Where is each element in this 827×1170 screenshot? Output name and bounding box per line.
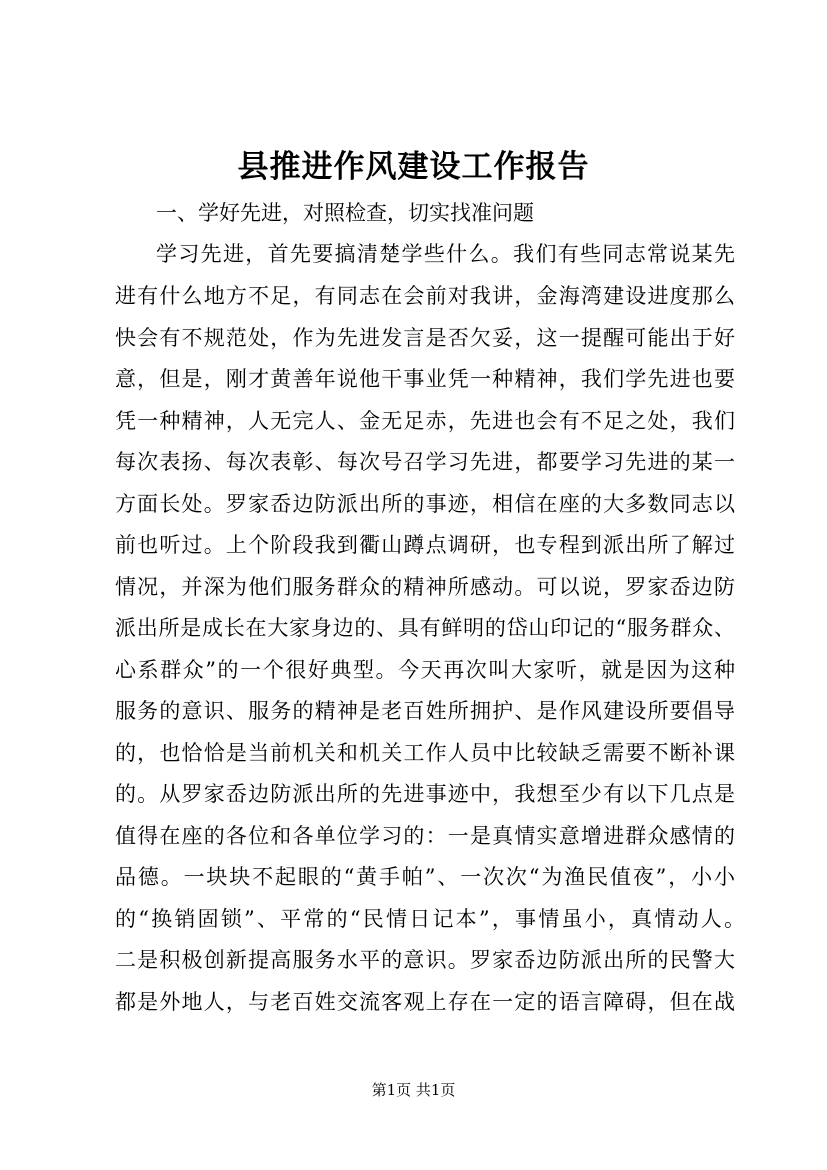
paragraph-line: 品德。一块块不起眼的“黄手帕”、一次次“为渔民值夜”，小小 [115, 865, 735, 889]
paragraph-line: 值得在座的各位和各单位学习的：一是真情实意增进群众感情的 [115, 824, 735, 848]
paragraph-line: 前也听过。上个阶段我到衢山蹲点调研，也专程到派出所了解过 [115, 533, 735, 557]
paragraph-line: 凭一种精神，人无完人、金无足赤，先进也会有不足之处，我们 [115, 409, 735, 433]
paragraph-line: 意，但是，刚才黄善年说他干事业凭一种精神，我们学先进也要 [115, 367, 735, 391]
paragraph-line: 二是积极创新提高服务水平的意识。罗家岙边防派出所的民警大 [115, 948, 735, 972]
paragraph-line: 快会有不规范处，作为先进发言是否欠妥，这一提醒可能出于好 [115, 326, 735, 350]
paragraph-line: 心系群众”的一个很好典型。今天再次叫大家听，就是因为这种 [115, 658, 735, 682]
paragraph-line: 方面长处。罗家岙边防派出所的事迹，相信在座的大多数同志以 [115, 492, 735, 516]
paragraph-line: 派出所是成长在大家身边的、具有鲜明的岱山印记的“服务群众、 [115, 616, 735, 640]
paragraph-line: 服务的意识、服务的精神是老百姓所拥护、是作风建设所要倡导 [115, 699, 735, 723]
paragraph-line: 学习先进，首先要搞清楚学些什么。我们有些同志常说某先 [156, 242, 735, 266]
section-heading: 一、学好先进，对照检查，切实找准问题 [156, 201, 534, 225]
page-footer: 第1页 共1页 [371, 1081, 456, 1099]
paragraph-line: 每次表扬、每次表彰、每次号召学习先进，都要学习先进的某一 [115, 450, 735, 474]
paragraph-line: 进有什么地方不足，有同志在会前对我讲，金海湾建设进度那么 [115, 284, 735, 308]
paragraph-line: 的。从罗家岙边防派出所的先进事迹中，我想至少有以下几点是 [115, 782, 735, 806]
document-title: 县推进作风建设工作报告 [237, 149, 590, 185]
paragraph-line: 的，也恰恰是当前机关和机关工作人员中比较缺乏需要不断补课 [115, 741, 735, 765]
paragraph-line: 都是外地人，与老百姓交流客观上存在一定的语言障碍，但在战 [115, 990, 735, 1014]
paragraph-line: 情况，并深为他们服务群众的精神所感动。可以说，罗家岙边防 [115, 575, 735, 599]
paragraph-line: 的“换销固锁”、平常的“民情日记本”，事情虽小，真情动人。 [115, 907, 745, 931]
